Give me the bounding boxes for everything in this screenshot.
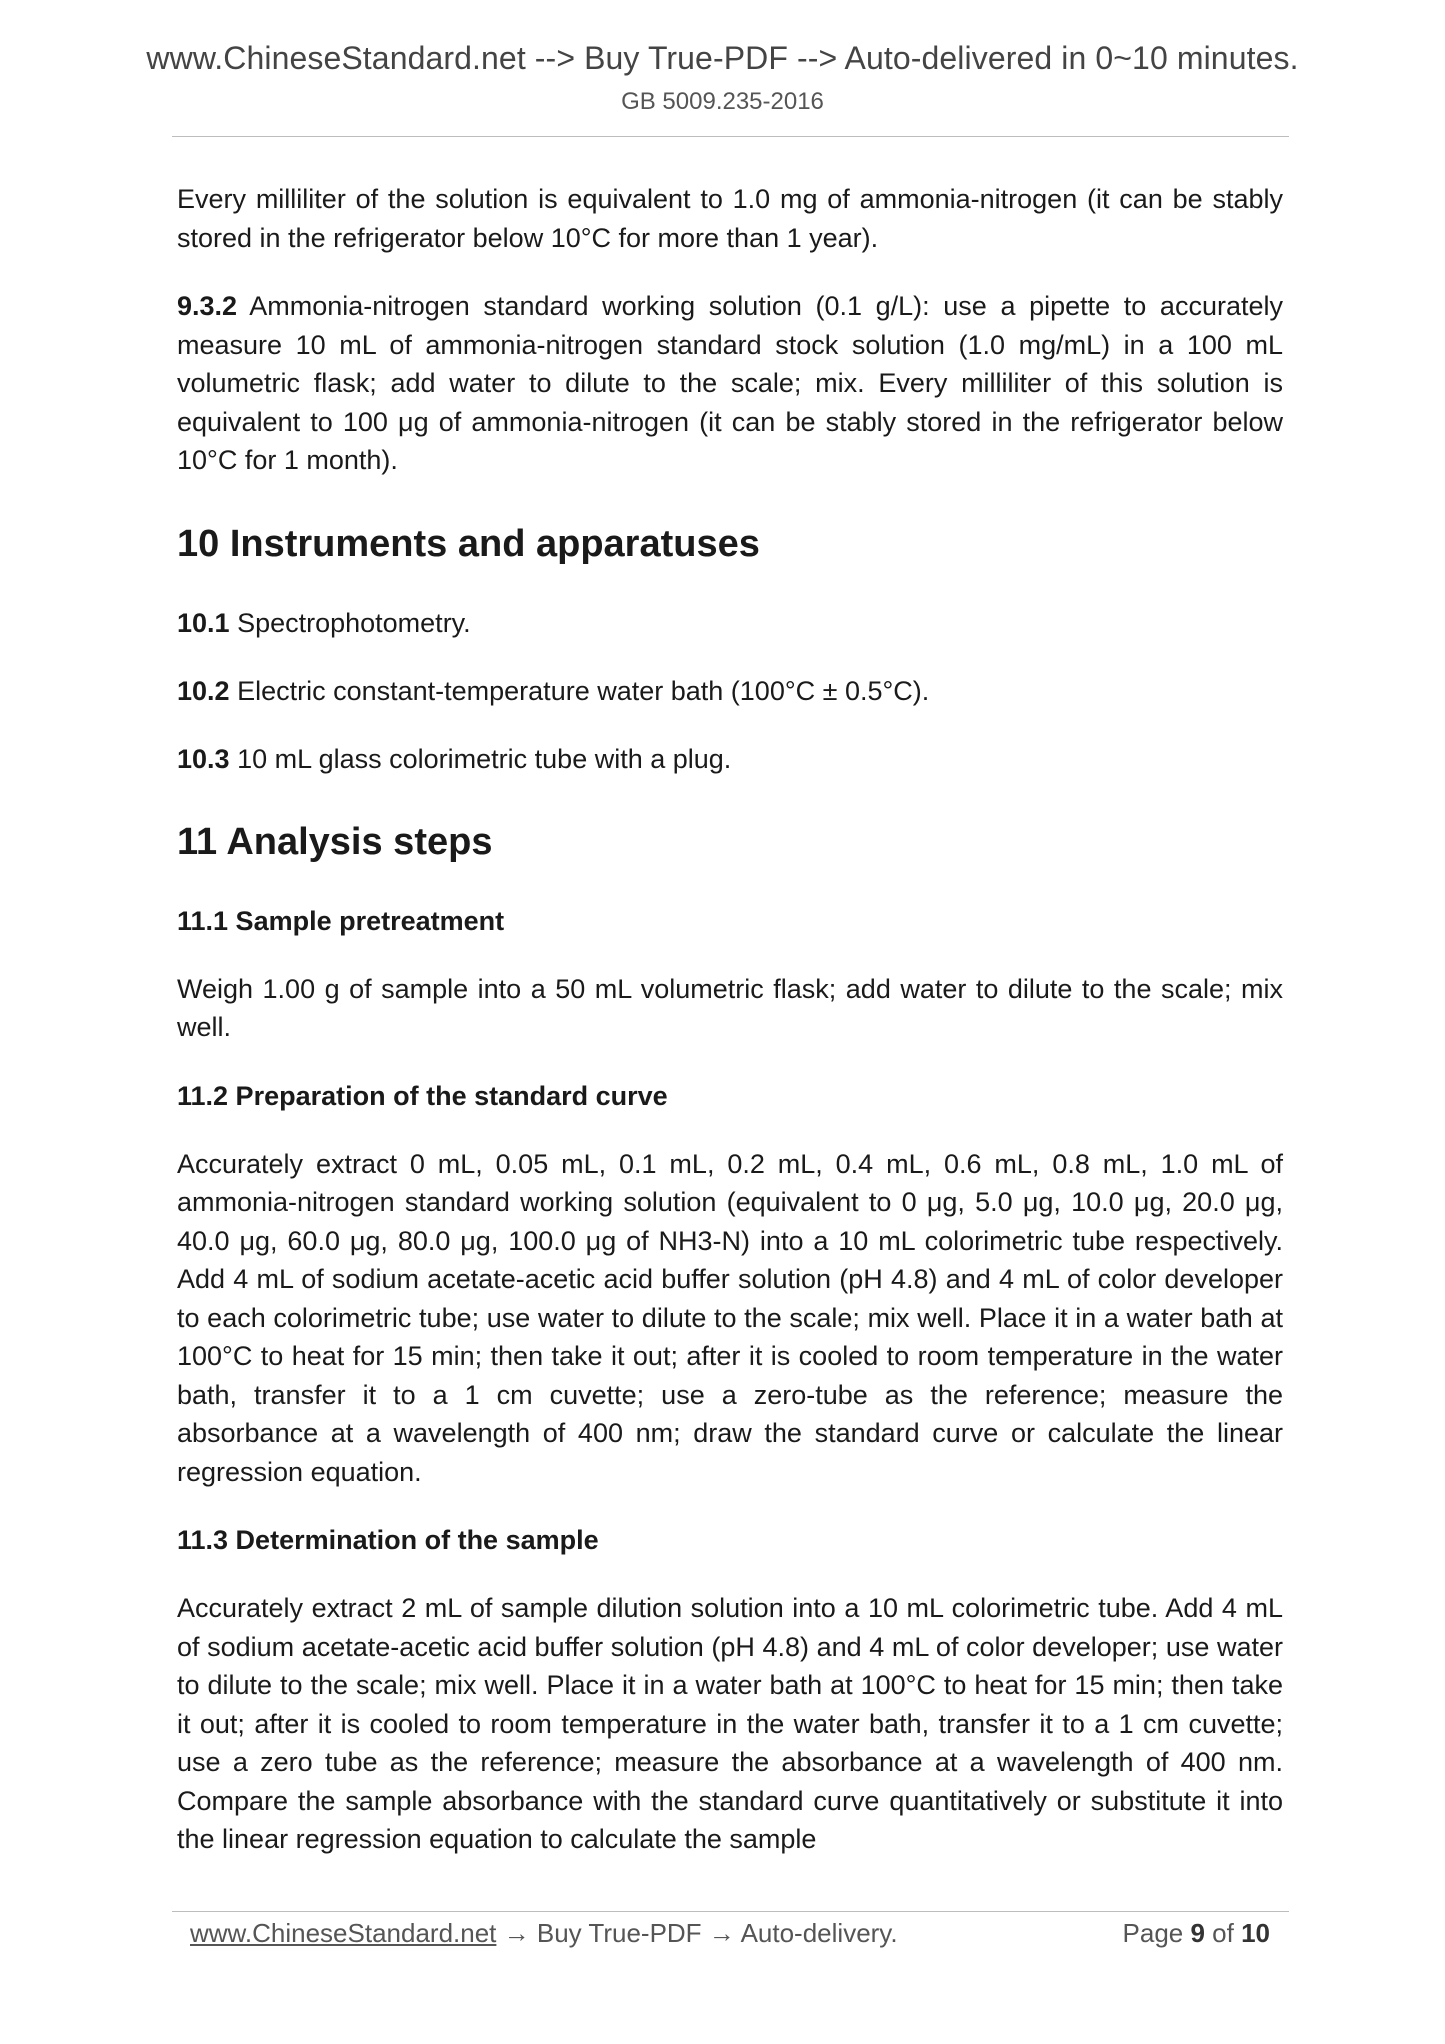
page-number: 9	[1190, 1918, 1205, 1948]
subsection-heading-11-2: 11.2 Preparation of the standard curve	[177, 1080, 668, 1111]
clause-10-1	[177, 604, 1283, 642]
clause-number: 10.1	[177, 607, 230, 638]
page-content	[177, 180, 1283, 1859]
header-divider	[172, 136, 1289, 137]
clause-number: 9.3.2	[177, 291, 238, 321]
section-heading-10: 10 Instruments and apparatuses	[177, 522, 760, 565]
footer-link[interactable]: www.ChineseStandard.net	[190, 1918, 497, 1948]
subsection-heading-11-1: 11.1 Sample pretreatment	[177, 905, 505, 936]
clause-text: Spectrophotometry.	[229, 607, 471, 638]
clause-9-3-2	[177, 287, 1283, 480]
clause-10-2	[177, 672, 1283, 710]
header-banner: www.ChineseStandard.net --> Buy True-PDF --> Auto-delivered in 0~10 minutes.	[146, 40, 1299, 76]
subsection-heading-11-3: 11.3 Determination of the sample	[177, 1525, 599, 1555]
paragraph-stock-solution: Every milliliter of the solution is equivalent to 1.0 mg of ammonia-nitrogen (it can be stably stored in the refrigerator below 10°C for more than 1 year).	[177, 184, 1283, 253]
clause-number: 10.2	[177, 675, 230, 706]
footer-divider	[172, 1911, 1289, 1912]
of-label: of	[1204, 1918, 1242, 1948]
document-code: GB 5009.235-2016	[621, 88, 824, 115]
clause-text: Electric constant-temperature water bath (100°C ± 0.5°C).	[229, 675, 930, 706]
footer-tagline: → Buy True-PDF → Auto-delivery.	[496, 1918, 898, 1948]
page-footer	[190, 1918, 1270, 1949]
paragraph-standard-curve: Accurately extract 0 mL, 0.05 mL, 0.1 mL, 0.2 mL, 0.4 mL, 0.6 mL, 0.8 mL, 1.0 mL of ammonia-nitrogen standard working solution (equivalent to 0 μg, 5.0 μg, 10.0 μg, 20.0 μg, 40.0 μg, 60.0 μg, 80.0 μg, 100.0 μg of NH3-N) into a 10 mL colorimetric tube respectively. Add 4 mL of sodium acetate-acetic acid buffer solution (pH 4.8) and 4 mL of color developer to each colorimetric tube; use water to dilute to the scale; mix well. Place it in a water bath at 100°C to heat for 15 min; then take it out; after it is cooled to room temperature in the water bath, transfer it to a 1 cm cuvette; use a zero-tube as the reference; measure the absorbance at a wavelength of 400 nm; draw the standard curve or calculate the linear regression equation.	[177, 1148, 1283, 1487]
section-heading-11: 11 Analysis steps	[177, 820, 493, 863]
paragraph-sample-pretreatment: Weigh 1.00 g of sample into a 50 mL volumetric flask; add water to dilute to the scale; mix well.	[177, 973, 1283, 1042]
page-label: Page	[1122, 1918, 1191, 1948]
clause-number: 10.3	[177, 743, 230, 774]
clause-10-3	[177, 740, 1283, 778]
page-indicator	[1123, 1918, 1270, 1949]
clause-text: Ammonia-nitrogen standard working solution (0.1 g/L): use a pipette to accurately measure 10 mL of ammonia-nitrogen standard stock solution (1.0 mg/mL) in a 100 mL volumetric flask; add water to dilute to the scale; mix. Every milliliter of this solution is equivalent to 100 μg of ammonia-nitrogen (it can be stably stored in the refrigerator below 10°C for 1 month).	[177, 291, 1283, 475]
clause-text: 10 mL glass colorimetric tube with a plug.	[229, 743, 732, 774]
paragraph-sample-determination: Accurately extract 2 mL of sample dilution solution into a 10 mL colorimetric tube. Add 4 mL of sodium acetate-acetic acid buffer solution (pH 4.8) and 4 mL of color developer; use water to dilute to the scale; mix well. Place it in a water bath at 100°C to heat for 15 min; then take it out; after it is cooled to room temperature in the water bath, transfer it to a 1 cm cuvette; use a zero tube as the reference; measure the absorbance at a wavelength of 400 nm. Compare the sample absorbance with the standard curve quantitatively or substitute it into the linear regression equation to calculate the sample	[177, 1593, 1283, 1854]
page-total: 10	[1241, 1918, 1270, 1948]
